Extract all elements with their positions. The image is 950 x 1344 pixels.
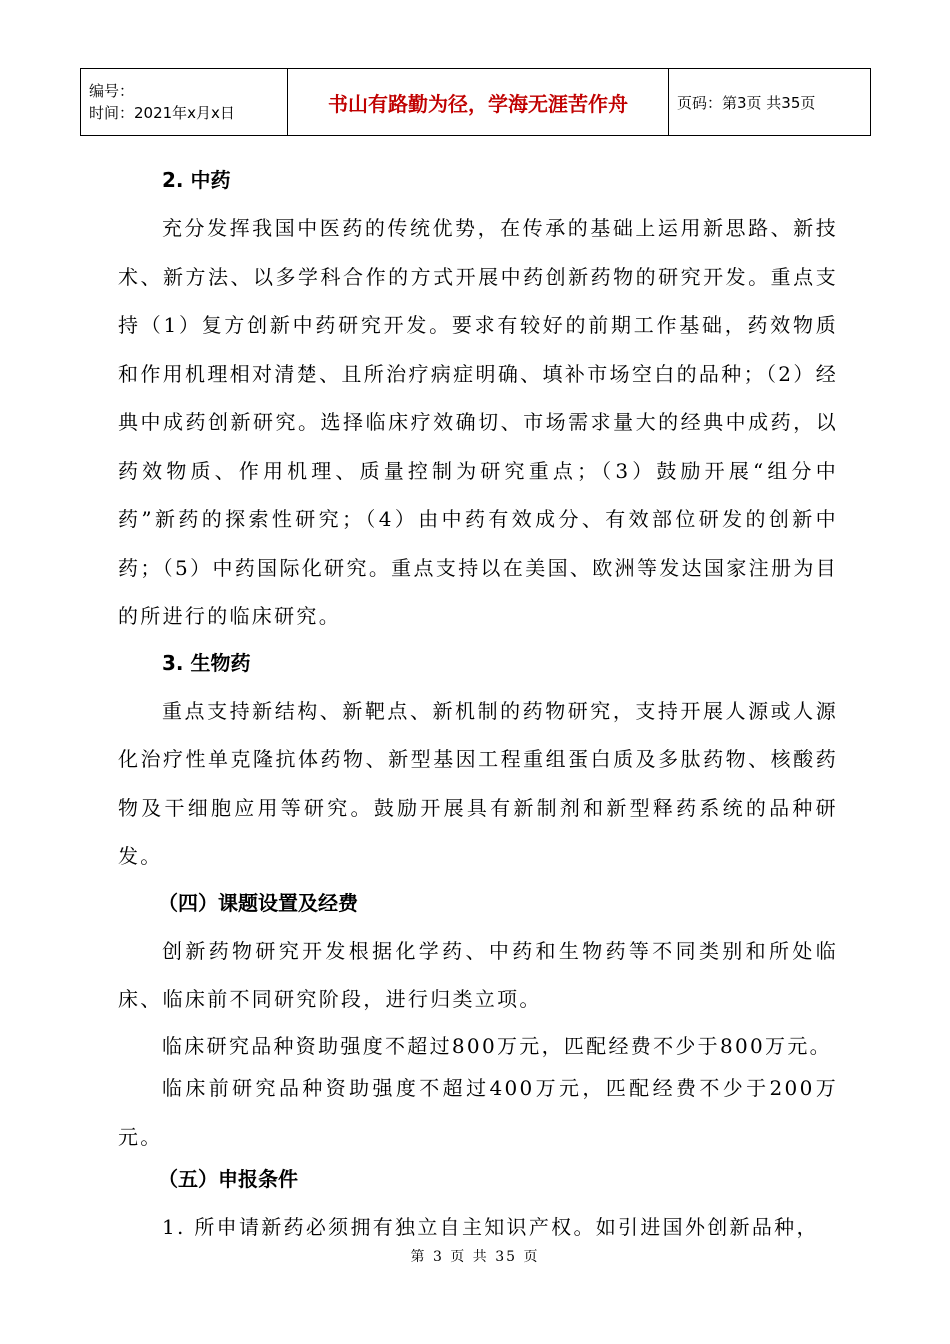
header-page-indicator: 页码：第3页 共35页 [669, 69, 871, 136]
section-heading-conditions: （五）申报条件 [158, 1167, 298, 1191]
document-body [118, 166, 838, 1256]
paragraph-biologics: 重点支持新结构、新靶点、新机制的药物研究，支持开展人源或人源化治疗性单克隆抗体药物、新型基因工程重组蛋白质及多肽药物、核酸药物及干细胞应用等研究。鼓励开展具有新制剂和新型释药系统的品种研发。 [118, 698, 838, 868]
paragraph-clinical-funding: 临床研究品种资助强度不超过800万元，匹配经费不少于800万元。 [162, 1033, 832, 1058]
paragraph-condition-1: 1. 所申请新药必须拥有独立自主知识产权。如引进国外创新品种， [162, 1215, 819, 1239]
page-header [80, 68, 871, 136]
document-number-label: 编号： [89, 82, 135, 100]
header-motto: 书山有路勤为径，学海无涯苦作舟 [288, 69, 669, 136]
section-heading-biologics: 3. 生物药 [162, 650, 251, 675]
section-heading-tcm: 2. 中药 [162, 168, 231, 192]
page-footer: 第 3 页 共 35 页 [410, 1249, 540, 1265]
paragraph-tcm: 充分发挥我国中医药的传统优势，在传承的基础上运用新思路、新技术、新方法、以多学科合作的方式开展中药创新药物的研究开发。重点支持（1）复方创新中药研究开发。要求有较好的前期工作基础，药效物质和作用机理相对清楚、且所治疗病症明确、填补市场空白的品种；（2）经典中成药创新研究。选择临床疗效确切、市场需求量大的经典中成药，以药效物质、作用机理、质量控制为研究重点；（3）鼓励开展“组分中药”新药的探索性研究；（4）由中药有效成分、有效部位研发的创新中药；（5）中药国际化研究。重点支持以在美国、欧洲等发达国家注册为目的所进行的临床研究。 [118, 216, 838, 628]
paragraph-preclinical-funding: 临床前研究品种资助强度不超过400万元，匹配经费不少于200万元。 [118, 1076, 838, 1149]
paragraph-budget: 创新药物研究开发根据化学药、中药和生物药等不同类别和所处临床、临床前不同研究阶段，进行归类立项。 [118, 938, 838, 1011]
document-date-label: 时间：2021年x月x日 [89, 104, 235, 122]
section-heading-budget: （四）课题设置及经费 [158, 890, 358, 915]
header-meta-cell [81, 69, 288, 136]
